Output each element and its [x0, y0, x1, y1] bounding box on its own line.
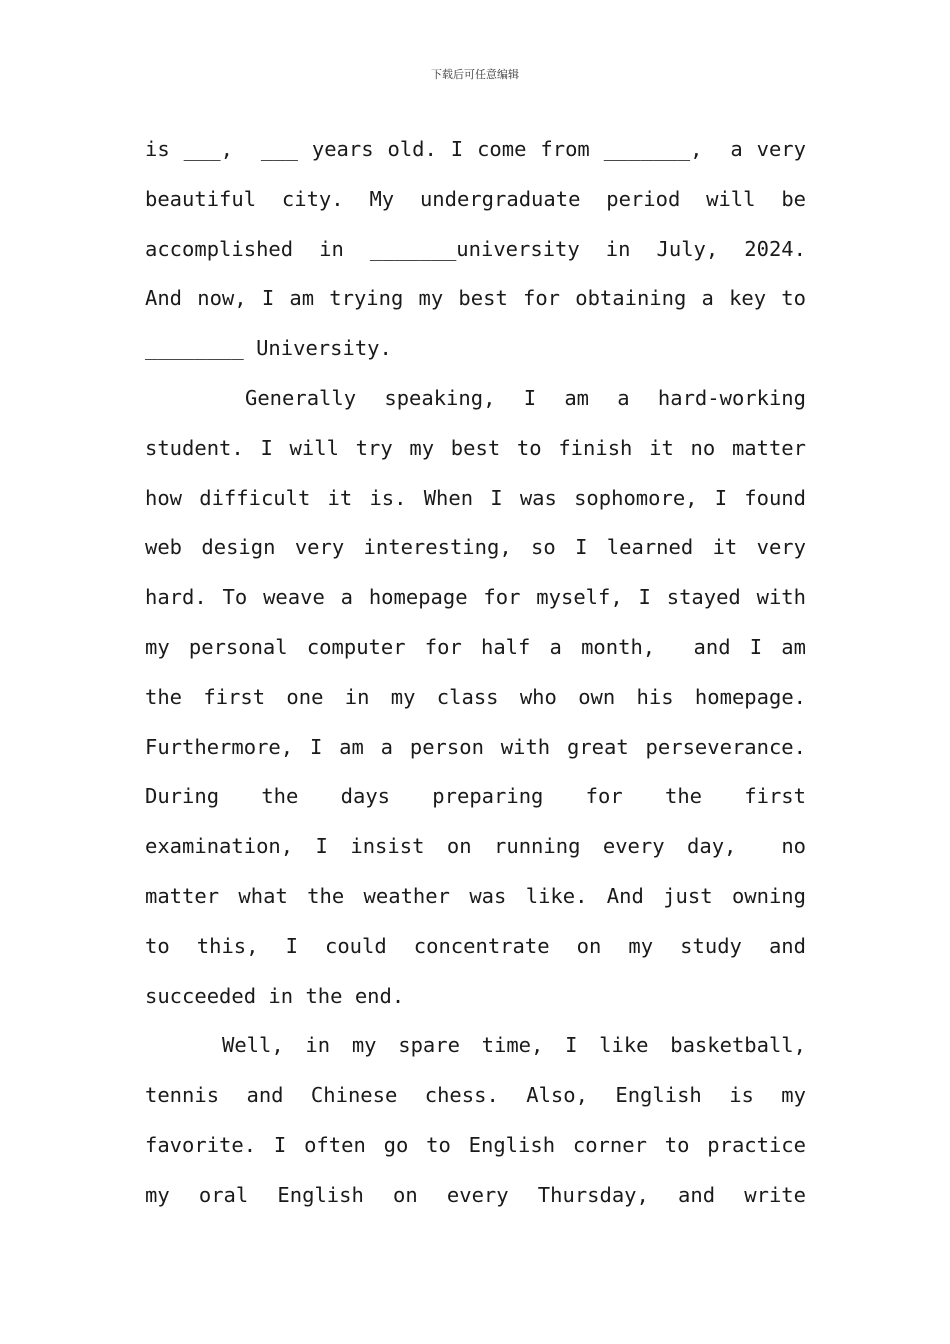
text-line: And now, I am trying my best for obtaining a key to: [145, 286, 806, 311]
text-line: web design very interesting, so I learned it very: [145, 535, 806, 560]
text-line: hard. To weave a homepage for myself, I stayed with: [145, 585, 806, 610]
text-line: is ___, ___ years old. I come from _______, a very: [145, 137, 806, 161]
text-line: student. I will try my best to finish it no matter: [145, 435, 806, 460]
text-line: matter what the weather was like. And just owning: [145, 883, 806, 908]
text-line: tennis and Chinese chess. Also, English is my: [145, 1083, 806, 1108]
document-body: [145, 125, 806, 1221]
page-header-note: 下载后可任意编辑: [431, 68, 519, 81]
text-line: During the days preparing for the first: [145, 784, 806, 809]
text-line: the first one in my class who own his homepage.: [145, 684, 806, 709]
text-line: ________ University.: [145, 336, 392, 361]
text-line: Furthermore, I am a person with great perseverance.: [145, 734, 806, 759]
text-line: beautiful city. My undergraduate period will be: [145, 186, 806, 211]
text-line: succeeded in the end.: [145, 983, 405, 1008]
text-line: accomplished in _______university in July, 2024.: [145, 236, 806, 261]
text-line: favorite. I often go to English corner to practice: [145, 1132, 806, 1157]
text-line: examination, I insist on running every day, no: [145, 834, 806, 859]
text-line: how difficult it is. When I was sophomore, I found: [145, 485, 806, 510]
text-line: my personal computer for half a month, and I am: [145, 634, 806, 659]
text-line: Well, in my spare time, I like basketball,: [222, 1033, 806, 1058]
text-line: my oral English on every Thursday, and write: [145, 1182, 806, 1207]
text-line: to this, I could concentrate on my study and: [145, 933, 806, 958]
text-line: Generally speaking, I am a hard-working: [245, 385, 806, 410]
